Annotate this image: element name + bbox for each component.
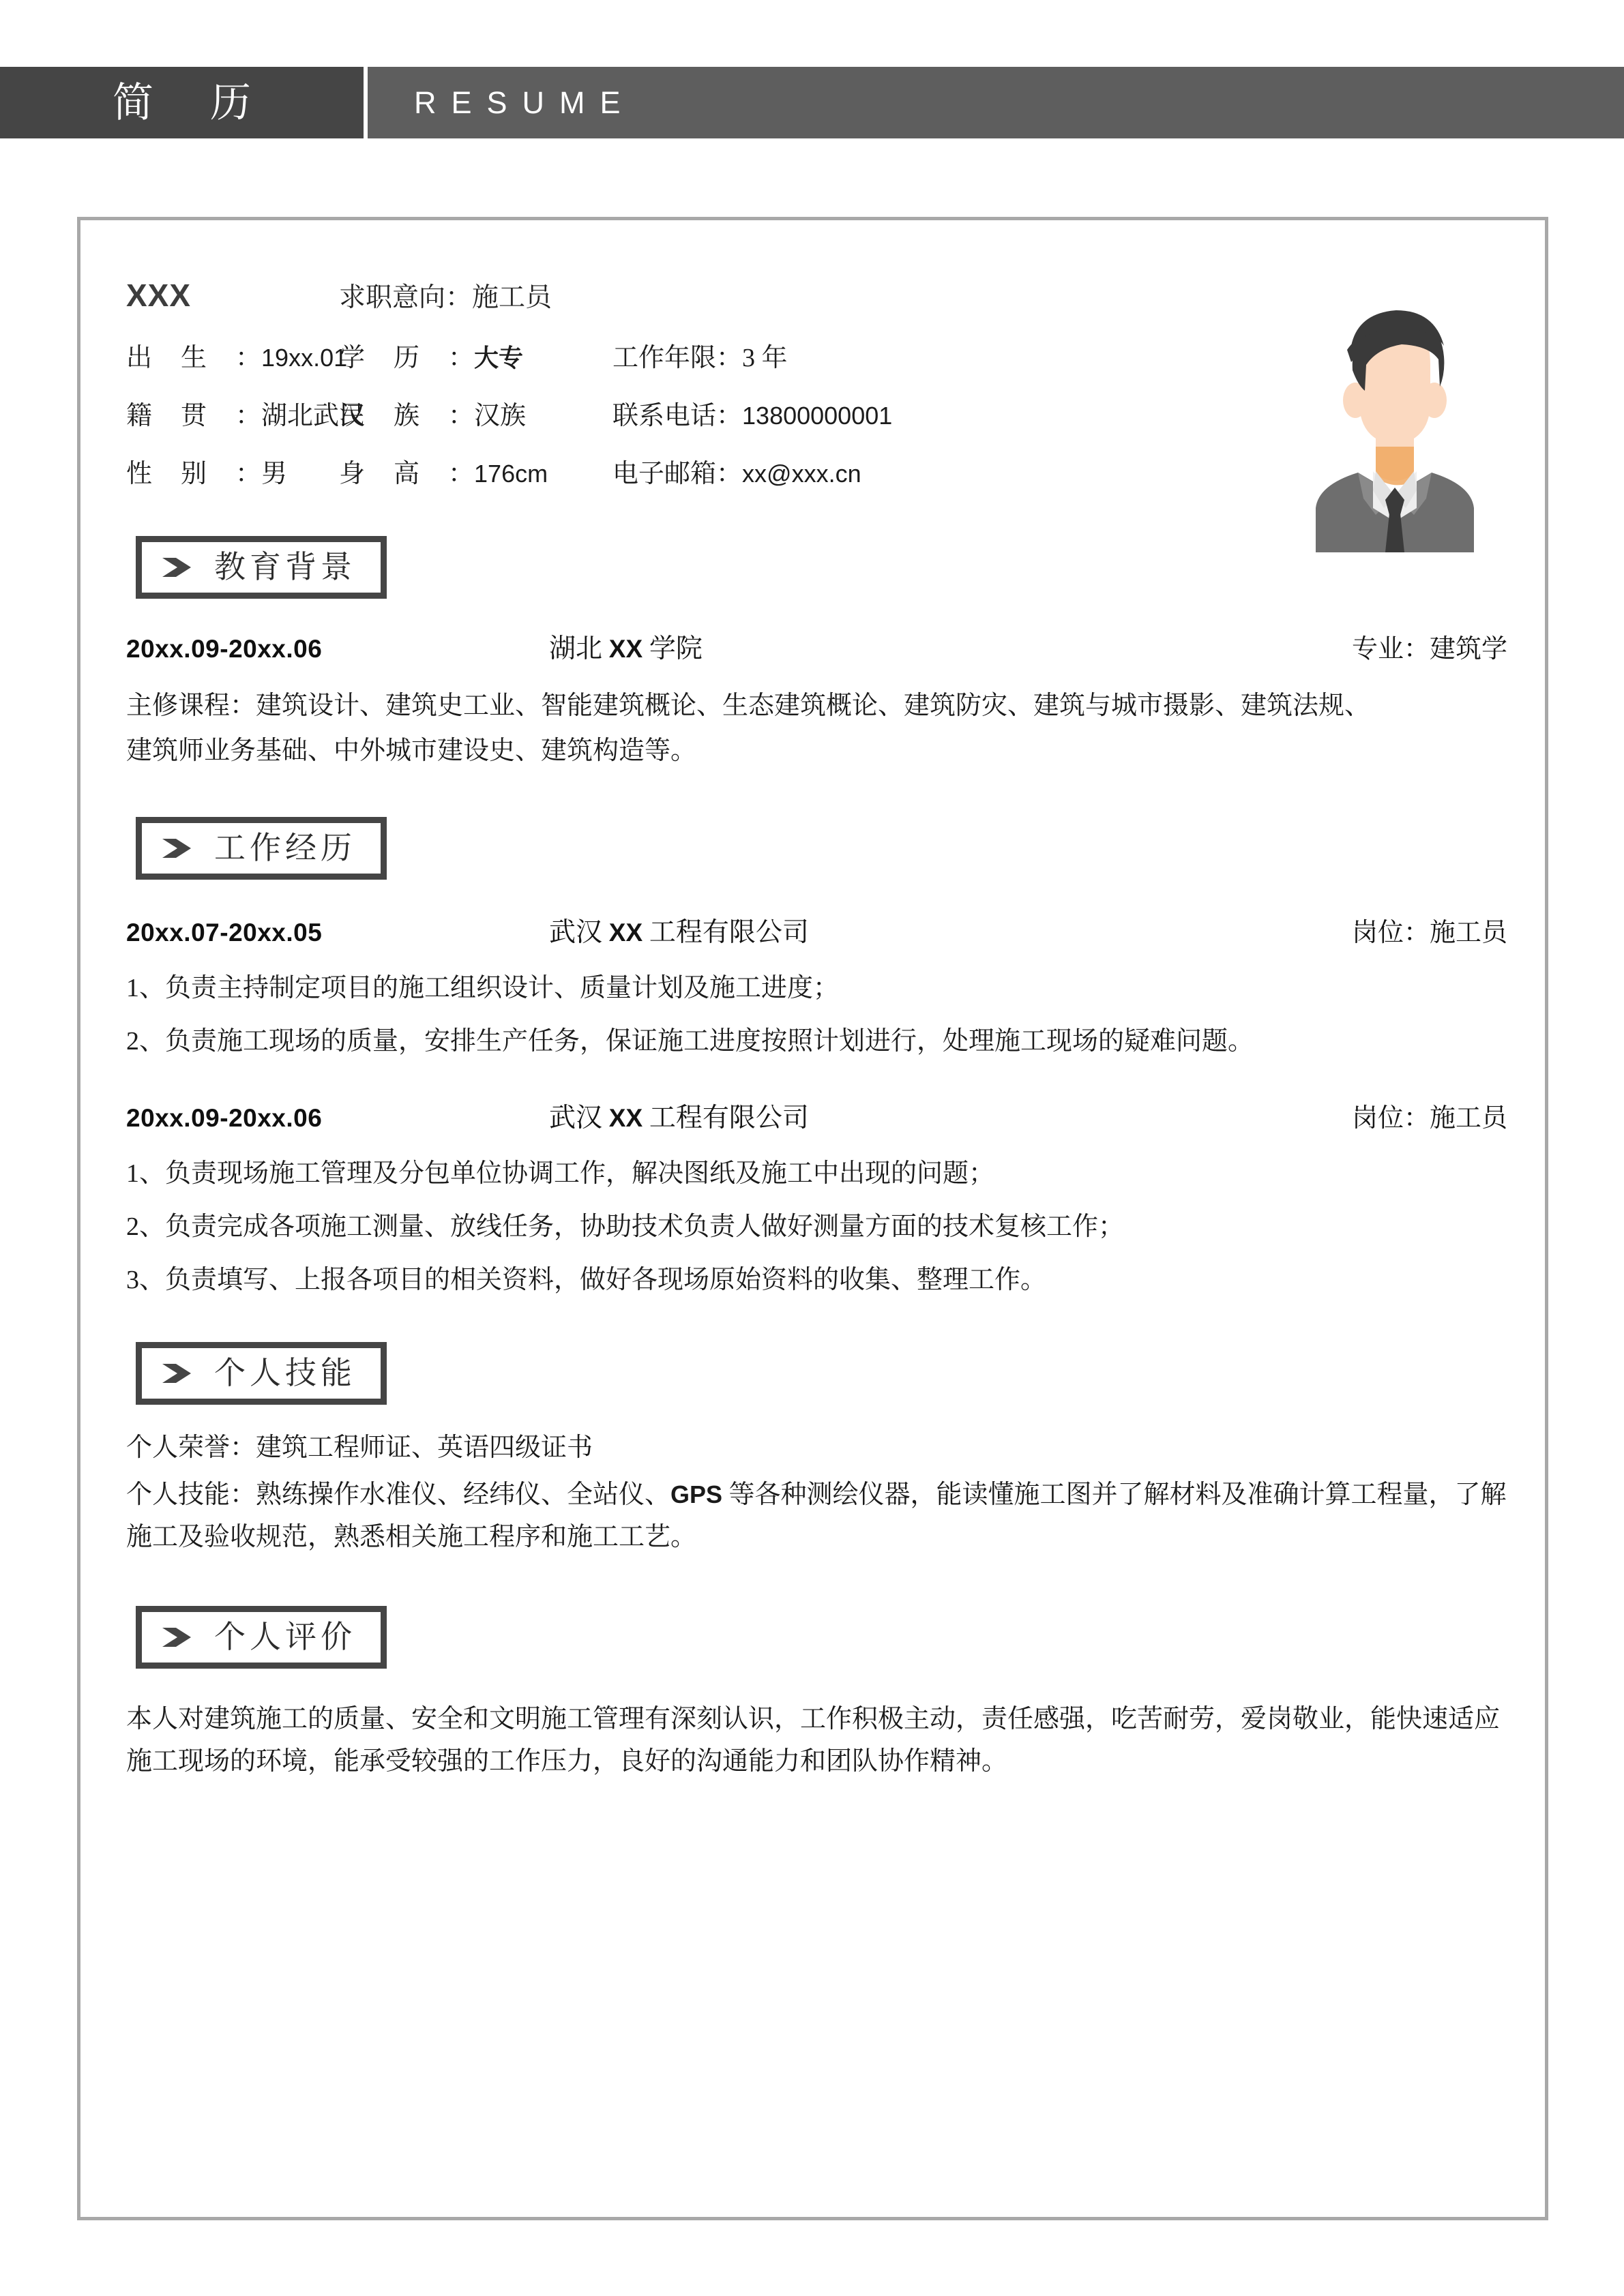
chevron-right-icon [161, 554, 194, 581]
section-evaluation [126, 1606, 1507, 1783]
work-company-suffix: 工程有限公司 [643, 1103, 809, 1133]
info-height-label: 身高 [339, 460, 449, 488]
skills-honors: 个人荣誉：建筑工程师证、英语四级证书 [126, 1433, 593, 1462]
work-company-highlight: XX [608, 1104, 643, 1132]
info-birth-value: 19xx.01 [261, 344, 348, 372]
info-row [126, 336, 1507, 374]
info-ethnicity-value: 汉族 [474, 402, 527, 430]
work-company-prefix: 武汉 [549, 918, 609, 947]
work-bullet: 3、负责填写、上报各项目的相关资料，做好各现场原始资料的收集、整理工作。 [126, 1266, 1047, 1294]
info-experience-years [612, 336, 1090, 374]
info-hometown-value: 湖北武汉 [261, 402, 366, 430]
info-gender-value: 男 [261, 460, 288, 488]
header-english-block [368, 67, 1624, 138]
work-company-prefix: 武汉 [549, 1103, 609, 1133]
info-email-value: xx@xxx.cn [742, 460, 861, 488]
info-phone [612, 394, 1090, 432]
info-hometown [126, 394, 366, 432]
education-school [549, 627, 1289, 666]
info-education-value: 大专 [474, 344, 524, 372]
info-ethnicity-colon: ： [448, 402, 475, 430]
work-company-suffix: 工程有限公司 [643, 918, 809, 947]
education-courses-line-2: 建筑师业务基础、中外城市建设史、建筑构造等。 [126, 736, 697, 765]
info-height [339, 452, 612, 490]
section-label-evaluation: 个人评价 [214, 1620, 356, 1655]
education-school-prefix: 湖北 [549, 634, 609, 664]
section-header-education [136, 536, 387, 599]
chevron-right-icon [161, 835, 194, 862]
info-phone-colon: ： [716, 402, 743, 430]
info-birth [126, 336, 348, 374]
info-birth-label: 出生 [126, 344, 236, 372]
section-label-skills: 个人技能 [214, 1356, 356, 1390]
info-experience-years-colon: ： [716, 344, 743, 372]
work-company-highlight: XX [608, 919, 643, 946]
info-education-colon: ： [448, 344, 475, 372]
work-company [549, 1097, 1289, 1135]
work-position: 岗位：施工员 [1351, 919, 1507, 947]
education-period: 20xx.09-20xx.06 [126, 635, 323, 663]
section-label-education: 教育背景 [214, 550, 356, 584]
work-company [549, 911, 1289, 949]
header-english-title: RESUME [414, 85, 636, 120]
info-gender-colon: ： [235, 460, 262, 488]
work-bullet: 2、负责施工现场的质量，安排生产任务，保证施工进度按照计划进行，处理施工现场的疑难问题。 [126, 1027, 1254, 1056]
chevron-right-icon [161, 1360, 194, 1387]
work-bullet: 1、负责主持制定项目的施工组织设计、质量计划及施工进度； [126, 974, 840, 1002]
education-entry-header [126, 627, 1507, 666]
info-birth-colon: ： [235, 344, 262, 372]
info-experience-years-value: 3 年 [742, 344, 788, 372]
info-email-colon: ： [716, 460, 743, 488]
info-phone-label: 联系电话 [612, 402, 717, 430]
header-banner [0, 67, 1624, 138]
personal-info-block [126, 276, 1507, 490]
header-chinese-title: 简 历 [113, 80, 274, 125]
section-header-skills [136, 1342, 387, 1405]
resume-content [126, 276, 1507, 1783]
section-header-evaluation [136, 1606, 387, 1669]
info-height-colon: ： [448, 460, 475, 488]
info-ethnicity-label: 民族 [339, 402, 449, 430]
info-phone-value: 13800000001 [742, 402, 893, 430]
info-email [612, 452, 1090, 490]
section-work [126, 817, 1507, 1293]
info-hometown-colon: ： [235, 402, 262, 430]
info-height-value: 176cm [474, 460, 548, 488]
skills-detail-prefix: 个人技能：熟练操作水准仪、经纬仪、全站仪、 [126, 1480, 671, 1509]
work-entry-header [126, 911, 1507, 949]
work-position: 岗位：施工员 [1351, 1104, 1507, 1133]
skills-detail-suffix: 等各种测绘仪器，能读懂施工图并了解材料及准确计算工程量，了解施工及验收规范，熟悉相关施工程序和施工工艺。 [126, 1480, 1507, 1551]
skills-detail-highlight: GPS [670, 1480, 723, 1508]
work-period: 20xx.09-20xx.06 [126, 1104, 323, 1132]
section-education [126, 536, 1507, 764]
education-school-highlight: XX [608, 635, 643, 663]
job-objective: 求职意向：施工员 [339, 283, 552, 312]
info-gender [126, 452, 339, 490]
info-hometown-label: 籍贯 [126, 402, 236, 430]
info-education-label: 学历 [339, 344, 449, 372]
applicant-name: XXX [126, 278, 192, 313]
education-school-suffix: 学院 [643, 634, 703, 664]
education-courses-line-1: 主修课程：建筑设计、建筑史工业、智能建筑概论、生态建筑概论、建筑防灾、建筑与城市摄影、建筑法规、 [126, 691, 1371, 720]
info-ethnicity [339, 394, 612, 432]
info-education [339, 336, 612, 374]
section-header-work [136, 817, 387, 880]
evaluation-text: 本人对建筑施工的质量、安全和文明施工管理有深刻认识，工作积极主动，责任感强，吃苦耐劳，爱岗敬业，能快速适应施工现场的环境，能承受较强的工作压力，良好的沟通能力和团队协作精神。 [126, 1705, 1501, 1776]
work-period: 20xx.07-20xx.05 [126, 919, 323, 946]
section-skills [126, 1342, 1507, 1558]
work-bullet: 2、负责完成各项施工测量、放线任务，协助技术负责人做好测量方面的技术复核工作； [126, 1212, 1125, 1241]
work-entry-header [126, 1097, 1507, 1135]
skills-detail [126, 1474, 1507, 1558]
name-row [126, 276, 1507, 316]
education-major: 专业：建筑学 [1351, 635, 1507, 664]
header-chinese-block [0, 67, 364, 138]
info-experience-years-label: 工作年限 [612, 344, 717, 372]
info-email-label: 电子邮箱 [612, 460, 717, 488]
work-bullet: 1、负责现场施工管理及分包单位协调工作，解决图纸及施工中出现的问题； [126, 1159, 995, 1188]
info-gender-label: 性别 [126, 460, 236, 488]
info-row [126, 452, 1507, 490]
section-label-work: 工作经历 [214, 831, 356, 865]
chevron-right-icon [161, 1624, 194, 1651]
info-row [126, 394, 1507, 432]
